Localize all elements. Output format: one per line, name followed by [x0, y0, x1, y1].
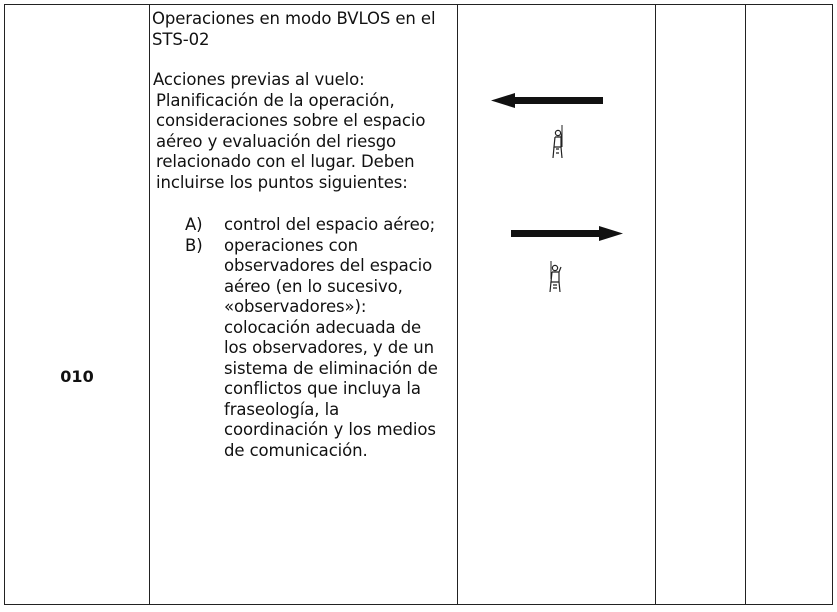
description-cell: [152, 9, 452, 461]
column-divider: [655, 5, 656, 604]
column-divider: [745, 5, 746, 604]
list-item-text: control del espacio aéreo;: [224, 215, 436, 234]
syllabus-table: [4, 4, 833, 605]
column-divider: [149, 5, 150, 604]
observer-figure-icon: [543, 259, 565, 295]
list-item-label: B): [185, 235, 203, 255]
item-list: [152, 215, 452, 461]
list-item-text: operaciones con observadores del espacio aéreo (en lo sucesivo, «observadores»): colocación adecuada de los observadores, y de un sistema de eliminación de conflictos que incluya la fraseología, la coordinación y los medios de comunicación.: [224, 235, 438, 460]
item-title: Operaciones en modo BVLOS en el STS-02: [152, 9, 436, 49]
item-intro: Acciones previas al vuelo: Planificación de la operación, consideraciones sobre el espacio aéreo y evaluación del riesgo relacionado con el lugar. Deben incluirse los puntos siguientes:: [153, 70, 426, 192]
list-item: [152, 215, 452, 236]
item-code: 010: [60, 367, 94, 386]
arrow-left-icon: [491, 91, 603, 111]
list-item: [152, 236, 452, 462]
observer-figure-icon: [549, 123, 569, 163]
arrow-right-icon: [511, 224, 623, 244]
list-item-label: A): [185, 215, 203, 234]
column-divider: [457, 5, 458, 604]
